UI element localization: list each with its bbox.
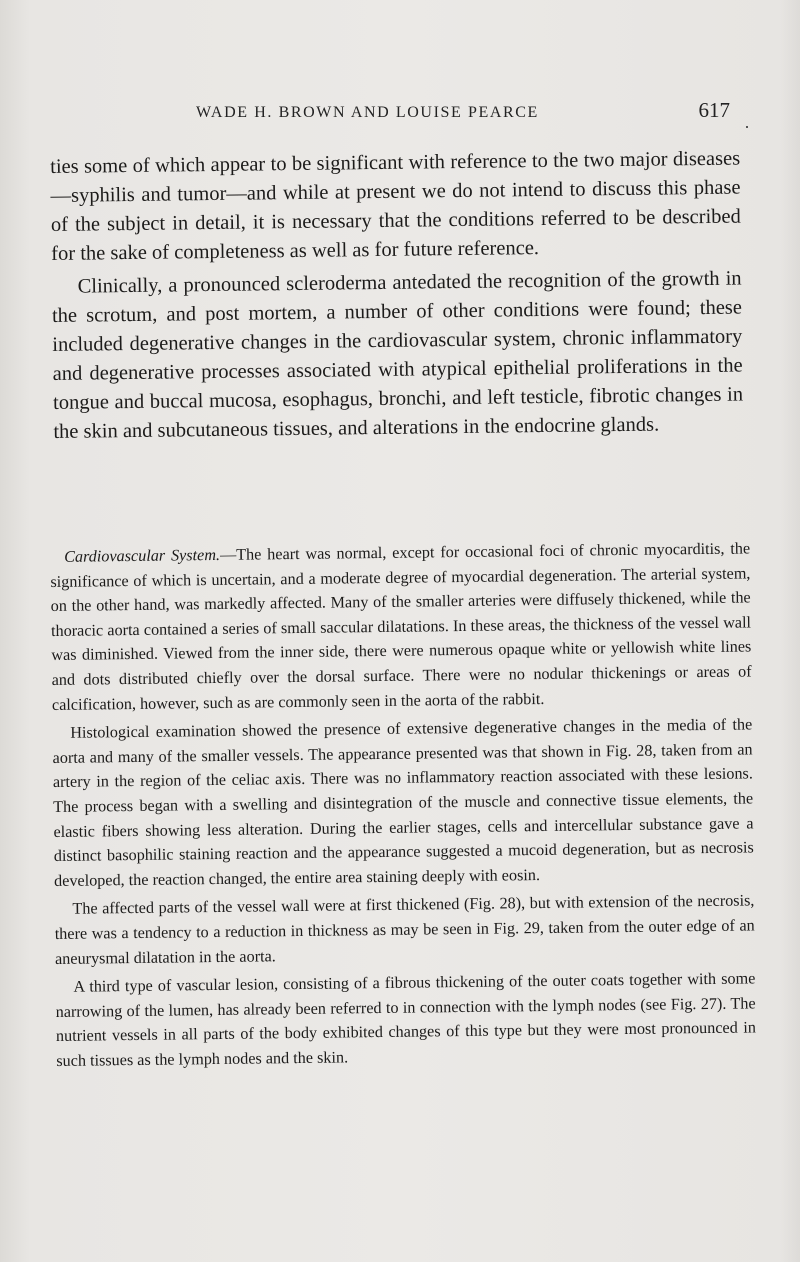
running-head-authors: WADE H. BROWN AND LOUISE PEARCE xyxy=(196,104,539,121)
margin-mark xyxy=(746,126,748,128)
section-heading-cardiovascular: Cardiovascular System. xyxy=(64,545,221,566)
intro-paragraph-2: Clinically, a pronounced scleroderma antedated the recognition of the growth in the scrotum, and post mortem, a number of other conditions were found; these included degenerative changes in the cardiovascular system, chronic inflammatory and degenerative processes associated with atypical epithelial proliferations in the tongue and buccal mucosa, esophagus, bronchi, and left testicle, fibrotic changes in the skin and subcutaneous tissues, and alterations in the endocrine glands. xyxy=(51,267,744,443)
cardiovascular-text: —The heart was normal, except for occasional foci of chronic myocarditis, the significance of which is uncertain, and a moderate degree of myocardial degeneration. The arterial system, on the other hand, was markedly affected. Many of the smaller arteries were diffusely thickened, while the thoracic aorta contained a series of small saccular dilatations. In these areas, the thickness of the vessel wall was diminished. Viewed from the inner side, there were numerous opaque white or yellowish white lines and dots distributed chiefly over the dorsal surface. There were no nodular thickenings or areas of calcification, however, such as are commonly seen in the aorta of the rabbit. xyxy=(50,539,752,714)
vessel-wall-paragraph: The affected parts of the vessel wall were at first thickened (Fig. 28), but with extension of the necrosis, there was a tendency to a reduction in thickness as may be seen in Fig. 29, taken from the outer edge of an aneurysmal dilatation in the aorta. xyxy=(54,891,755,968)
page-number: 617 xyxy=(698,98,730,122)
cardiovascular-paragraph xyxy=(50,536,752,717)
running-header xyxy=(196,98,736,128)
small-text-block xyxy=(50,536,756,1073)
intro-paragraph-1: ties some of which appear to be significant with reference to the two major diseases—syphilis and tumor—and while at present we do not intend to discuss this phase of the subject in detail, it is necessary that the conditions referred to be described for the sake of completeness as well as for future reference. xyxy=(50,147,741,265)
vascular-lesion-paragraph: A third type of vascular lesion, consisting of a fibrous thickening of the outer coats together with some narrowing of the lumen, has already been referred to in connection with the lymph nodes (see Fig. 27). The nutrient vessels in all parts of the body exhibited changes of this type but they were most pronounced in such tissues as the lymph nodes and the skin. xyxy=(55,969,757,1070)
intro-text-block xyxy=(50,145,744,447)
histology-paragraph: Histological examination showed the presence of extensive degenerative changes in the media of the aorta and many of the smaller vessels. The appearance presented was that shown in Fig. 28, taken from an artery in the region of the celiac axis. There was no inflammatory reaction associated with these lesions. The process began with a swelling and disintegration of the muscle and connective tissue elements, the elastic fibers showing less alteration. During the earlier stages, cells and intercellular substance gave a distinct basophilic staining reaction and the appearance suggested a mucoid degeneration, but as necrosis developed, the reaction changed, the entire area staining deeply with eosin. xyxy=(52,715,754,890)
